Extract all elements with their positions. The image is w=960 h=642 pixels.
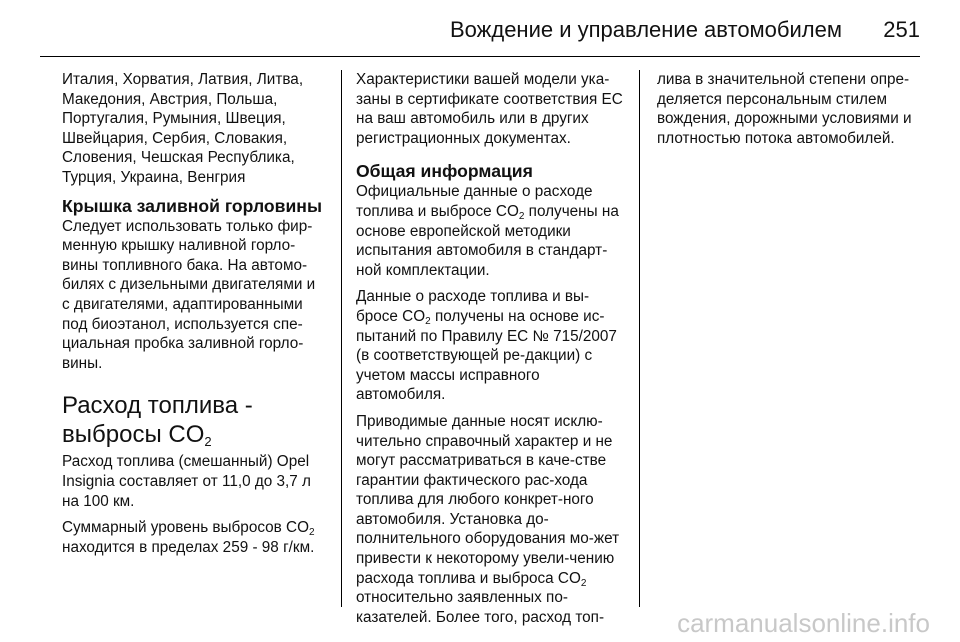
consumption-heading — [62, 391, 326, 449]
column-divider-2 — [639, 70, 640, 607]
co2-subscript: 2 — [204, 434, 212, 450]
emissions-text-a: Суммарный уровень выбросов CO — [62, 519, 309, 537]
co2-subscript: 2 — [308, 527, 315, 539]
consumption-heading-line2: выбросы CO — [62, 421, 205, 449]
official-data-paragraph — [356, 182, 626, 280]
official-text-a: Официальные данные о расходе топлива и выбросе CO — [356, 183, 593, 220]
reference-paragraph — [356, 412, 626, 628]
consumption-heading-line1: Расход топлива - — [62, 392, 253, 420]
co2-subscript: 2 — [425, 315, 431, 327]
test-text-b: получены на основе ис-пытаний по Правилу ЕС № 715/2007 (в соответствующей ре-дакции) с учетом массы исправного автомобиля. — [356, 307, 617, 404]
header-title: Вождение и управление автомобилем — [449, 17, 842, 42]
continued-paragraph: лива в значительной степени опре-деляется персональным стилем вождения, дорожными условиями и плотностью потока автомобилей. — [657, 71, 912, 147]
co2-subscript: 2 — [580, 577, 587, 589]
column-1 — [62, 70, 326, 564]
emissions-paragraph — [62, 518, 326, 557]
test-text-a: Данные о расходе топлива и вы-бросе CO — [356, 288, 590, 325]
column-2 — [356, 70, 626, 634]
countries-paragraph: Италия, Хорватия, Латвия, Литва, Македония, Австрия, Польша, Португалия, Румыния, Швеция, Швейцария, Сербия, Словакия, Словения, Чешская Республика, Турция, Украина, Венгрия — [62, 71, 304, 186]
test-data-paragraph — [356, 287, 626, 405]
official-text-b: получены на основе европейской методики испытания автомобиля в стандарт-ной комплектации. — [356, 202, 619, 279]
emissions-text-b: находится в пределах 259 - 98 г/км. — [62, 538, 315, 556]
column-divider-1 — [341, 70, 342, 607]
co2-subscript: 2 — [518, 210, 525, 222]
watermark: carmanualsonline.info — [677, 608, 930, 638]
specs-paragraph: Характеристики вашей модели ука-заны в сертификате соответствия ЕС на ваш автомобиль или в других регистрационных документах. — [356, 71, 623, 147]
fuel-cap-heading: Крышка заливной горловины — [62, 195, 322, 216]
reference-text-b: относительно заявленных по-казателей. Более того, расход топ- — [356, 589, 605, 626]
fuel-cap-paragraph: Следует использовать только фир-менную крышку наливной горло-вины топливного бака. На автомо-билях с дизельными двигателями и с двигателями, адаптированными под биоэтанол, используется спе-циальная пробка заливной горло-вины. — [62, 217, 316, 372]
general-info-heading: Общая информация — [356, 161, 533, 182]
consumption-paragraph: Расход топлива (смешанный) Opel Insignia составляет от 11,0 до 3,7 л на 100 км. — [62, 453, 311, 510]
page-number: 251 — [883, 17, 920, 42]
reference-text-a: Приводимые данные носят исклю-чительно справочный характер и не могут рассматриваться в каче-стве гарантии фактического рас-хода топлива для любого конкрет-ного автомобиля. Установка до-полнительного оборудования мо-жет привести к некоторому увели-чению расхода топлива и выброса CO — [356, 412, 620, 587]
column-3 — [657, 70, 922, 155]
header-rule — [40, 56, 920, 57]
